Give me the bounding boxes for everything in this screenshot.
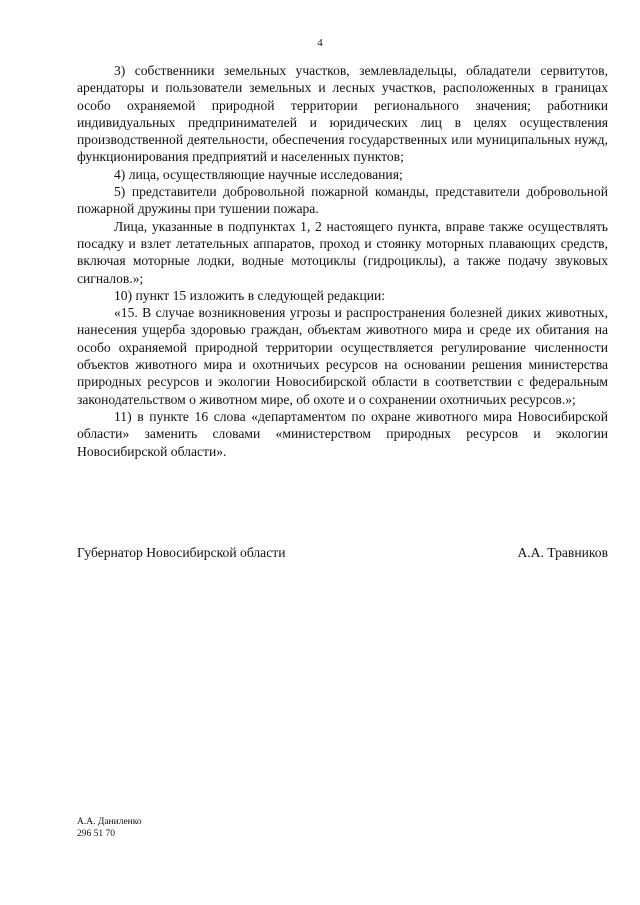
signatory-name: А.А. Травников [517, 545, 608, 560]
executor-phone: 296 51 70 [77, 829, 115, 839]
signatory-position: Губернатор Новосибирской области [77, 545, 286, 560]
paragraph-amendment-10: 10) пункт 15 изложить в следующей редакции: [114, 287, 386, 303]
page-number: 4 [317, 37, 323, 49]
document-body [77, 62, 608, 460]
paragraph-subitem-3: 3) собственники земельных участков, землевладельцы, обладатели сервитутов, арендаторы и пользователи земельных и лесных участков, расположенных в границах особо охраняемой природной территории регионального значения; работники индивидуальных предпринимателей и юридических лиц в целях осуществления производственной деятельности, обеспечения государственных или муниципальных нужд, функционирования предприятий и населенных пунктов; [77, 63, 608, 165]
paragraph-subitem-5: 5) представители добровольной пожарной команды, представители добровольной пожарной дружины при тушении пожара. [77, 184, 608, 217]
paragraph-persons-permissions: Лица, указанные в подпунктах 1, 2 настоящего пункта, вправе также осуществлять посадку и взлет летательных аппаратов, проход и стоянку моторных плавающих средств, включая моторные лодки, водные мотоциклы (гидроциклы), а также подачу звуковых сигналов.»; [77, 218, 608, 286]
executor-block [77, 816, 142, 840]
paragraph-item-15: «15. В случае возникновения угрозы и распространения болезней диких животных, нанесения ущерба здоровью граждан, объектам животного мира и среде их обитания на особо охраняемой природной территории осуществляется регулирование численности объектов животного мира и охотничьих ресурсов на основании решения министерства природных ресурсов и экологии Новосибирской области в соответствии с федеральным законодательством о животном мире, об охоте и о сохранении охотничьих ресурсов.»; [77, 305, 608, 407]
paragraph-amendment-11: 11) в пункте 16 слова «департаментом по охране животного мира Новосибирской области» заменить словами «министерством природных ресурсов и экологии Новосибирской области». [77, 408, 608, 459]
executor-name: А.А. Даниленко [77, 817, 142, 827]
paragraph-subitem-4: 4) лица, осуществляющие научные исследования; [114, 166, 403, 182]
